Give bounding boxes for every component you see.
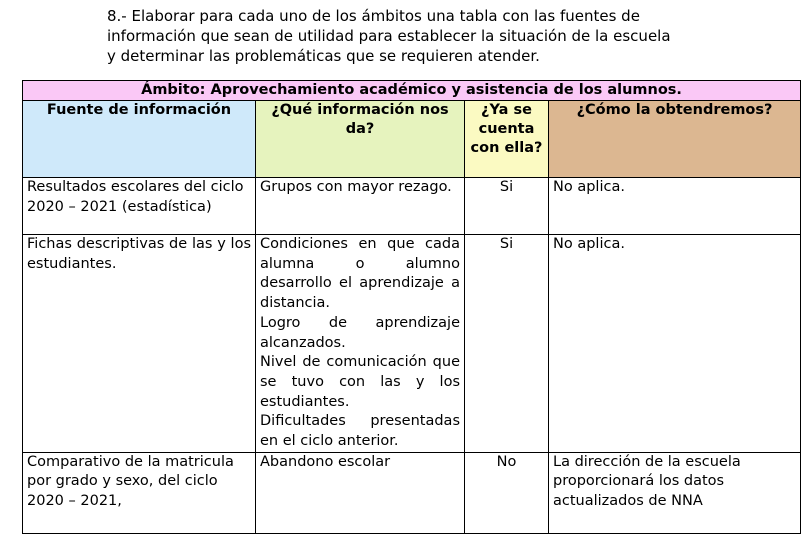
info-item: Grupos con mayor rezago. [260, 179, 452, 195]
info-item: Dificultades presentadas en el ciclo anterior. [260, 413, 460, 450]
cell-como: La dirección de la escuela proporcionará los datos actualizados de NNA [549, 452, 801, 533]
table-row [23, 235, 801, 453]
cell-fuente: Comparativo de la matricula por grado y sexo, del ciclo 2020 – 2021, [23, 452, 256, 533]
info-item: Logro de aprendizaje alcanzados. [260, 314, 460, 351]
cell-informacion [256, 235, 465, 453]
info-item: Condiciones en que cada alumna o alumno desarrollo el aprendizaje a distancia. [260, 236, 460, 312]
cell-cuenta: Si [465, 178, 549, 235]
table-row [23, 452, 801, 533]
cell-informacion [256, 178, 465, 235]
cell-fuente: Resultados escolares del ciclo 2020 – 2021 (estadística) [23, 178, 256, 235]
cell-cuenta: Si [465, 235, 549, 453]
instruction-line: 8.- Elaborar para cada uno de los ámbitos una tabla con las fuentes de [107, 7, 640, 25]
instruction-text [107, 6, 707, 66]
instruction-line: información que sean de utilidad para establecer la situación de la escuela [107, 27, 671, 45]
header-como-obtendremos: ¿Cómo la obtendremos? [549, 101, 801, 178]
table-title: Ámbito: Aprovechamiento académico y asistencia de los alumnos. [23, 81, 801, 101]
info-item: Abandono escolar [260, 453, 391, 470]
cell-como: No aplica. [549, 178, 801, 235]
cell-como: No aplica. [549, 235, 801, 453]
header-ya-se-cuenta: ¿Ya se cuenta con ella? [465, 101, 549, 178]
cell-fuente: Fichas descriptivas de las y los estudiantes. [23, 235, 256, 453]
info-item: Nivel de comunicación que se tuvo con las y los estudiantes. [260, 354, 460, 410]
cell-informacion [256, 452, 465, 533]
cell-cuenta: No [465, 452, 549, 533]
instruction-line: y determinar las problemáticas que se requieren atender. [107, 47, 540, 65]
sources-table [22, 80, 801, 534]
header-que-informacion: ¿Qué información nos da? [256, 101, 465, 178]
header-fuente: Fuente de información [23, 101, 256, 178]
table-row [23, 178, 801, 235]
